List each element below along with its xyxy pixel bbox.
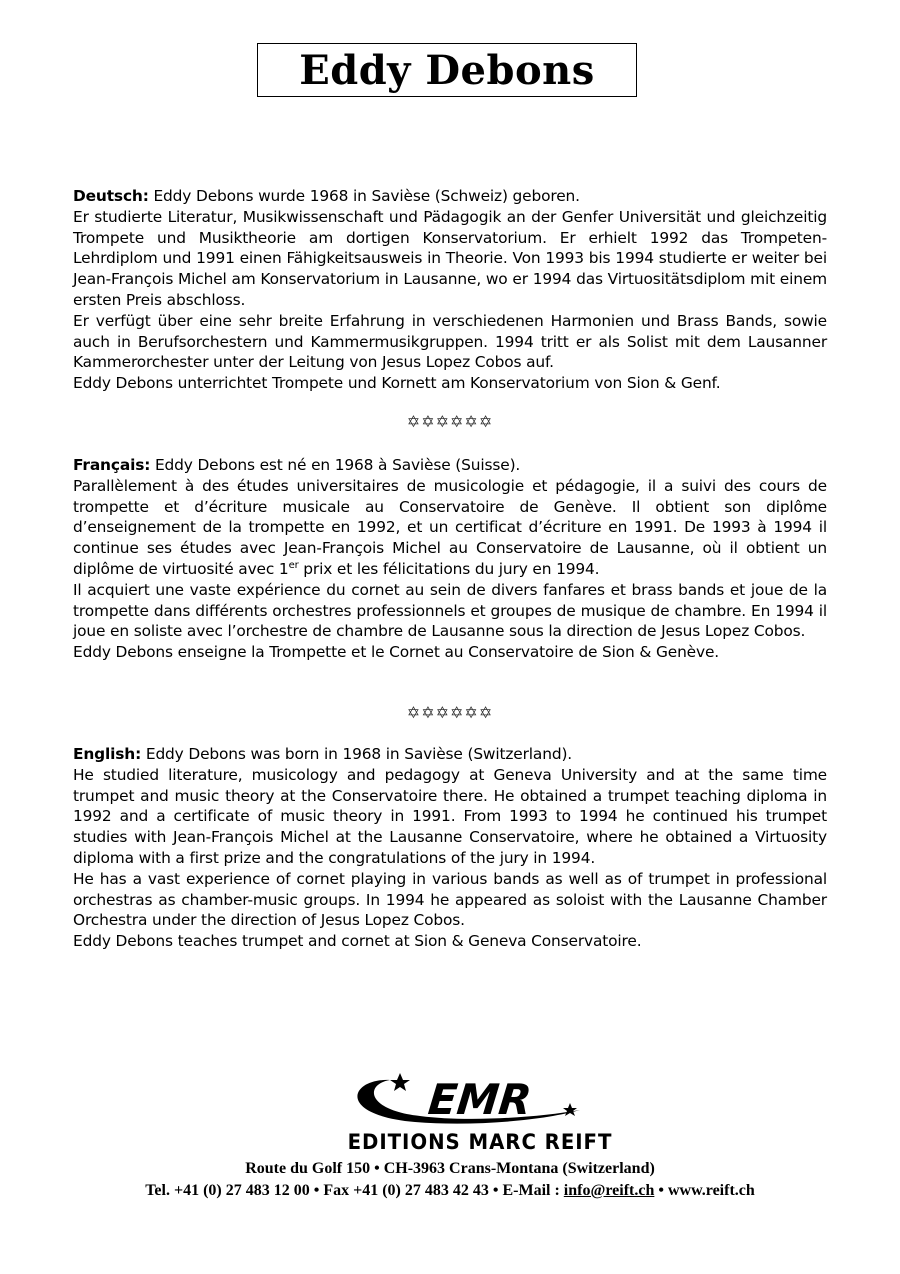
title-box [257, 43, 637, 97]
section-first-line [73, 186, 827, 207]
emr-logo [295, 1070, 665, 1130]
language-label: English: [73, 745, 142, 763]
paragraph: Er verfügt über eine sehr breite Erfahrung in verschiedenen Harmonien und Brass Bands, sowie auch in Berufsorchestern und Kammermusikgruppen. 1994 tritt er als Solist mit dem Lausanner Kammerorchester unter der Leitung von Jesus Lopez Cobos auf. [73, 311, 827, 372]
publisher-address: Route du Golf 150 • CH-3963 Crans-Montana (Switzerland) [245, 1160, 655, 1177]
section-english [73, 744, 827, 952]
star-separator: ✡✡✡✡✡✡ [406, 412, 494, 431]
section-deutsch [73, 186, 827, 394]
page-title: Eddy Debons [299, 46, 595, 94]
email-link[interactable]: info@reift.ch [563, 1182, 655, 1199]
publisher-name: EDITIONS MARC REIFT [347, 1130, 613, 1154]
intro-text: Eddy Debons est né en 1968 à Savièse (Suisse). [150, 456, 521, 474]
paragraph-text: prix et les félicitations du jury en 1994. [298, 559, 600, 578]
logo-star-left [390, 1073, 410, 1091]
section-first-line [73, 455, 827, 476]
paragraph: Il acquiert une vaste expérience du cornet au sein de divers fanfares et brass bands et joue de la trompette dans différents orchestres professionnels et groupes de musique de chambre. En 1994 il joue en soliste avec l’orchestre de chambre de Lausanne sous la direction de Jesus Lopez Cobos. [73, 580, 827, 641]
intro-text: Eddy Debons was born in 1968 in Savièse (Switzerland). [141, 745, 573, 763]
language-label: Français: [73, 456, 151, 474]
paragraph [73, 476, 827, 580]
section-francais [73, 455, 827, 663]
section-first-line [73, 744, 827, 765]
paragraph: Eddy Debons teaches trumpet and cornet at Sion & Geneva Conservatoire. [73, 932, 642, 951]
paragraph: He studied literature, musicology and pedagogy at Geneva University and at the same time trumpet and music theory at the Conservatoire there. He obtained a trumpet teaching diploma in 1992 and a certificate of music theory in 1991. From 1993 to 1994 he continued his trumpet studies with Jean-François Michel at the Lausanne Conservatoire, where he obtained a Virtuosity diploma with a first prize and the congratulations of the jury in 1994. [73, 765, 827, 867]
contact-website[interactable]: • www.reift.ch [654, 1182, 755, 1199]
paragraph: Er studierte Literatur, Musikwissenschaft und Pädagogik an der Genfer Universität und gleichzeitig Trompete und Musiktheorie am dortigen Konservatorium. Er erhielt 1992 das Trompeten-Lehrdiplom und 1991 einen Fähigkeitsausweis in Theorie. Von 1993 bis 1994 studierte er weiter bei Jean-François Michel am Konservatorium in Lausanne, wo er 1994 das Virtuositätsdiplom mit einem ersten Preis abschloss. [73, 207, 827, 309]
publisher-contact [0, 1182, 900, 1200]
paragraph: Eddy Debons unterrichtet Trompete und Kornett am Konservatorium von Sion & Genf. [73, 374, 721, 393]
paragraph: He has a vast experience of cornet playing in various bands as well as of trumpet in professional orchestras as chamber-music groups. In 1994 he appeared as soloist with the Lausanne Chamber Orchestra under the direction of Jesus Lopez Cobos. [73, 869, 827, 930]
logo-star-right [563, 1103, 577, 1116]
contact-phone-fax: Tel. +41 (0) 27 483 12 00 • Fax +41 (0) 27 483 42 43 • E-Mail : [145, 1182, 564, 1199]
star-separator: ✡✡✡✡✡✡ [406, 703, 494, 722]
paragraph-text: Parallèlement à des études universitaires de musicologie et pédagogie, il a suivi des cours de trompette et d’écriture musicale au Conservatoire de Genève. Il obtient son diplôme d’enseignement de la trompette en 1992, et un certificat d’écriture en 1991. De 1993 à 1994 il continue ses études avec Jean-François Michel au Conservatoire de Lausanne, où il obtient un diplôme de virtuosité avec 1 [73, 476, 827, 578]
superscript: er [288, 559, 299, 571]
language-label: Deutsch: [73, 187, 149, 205]
paragraph: Eddy Debons enseigne la Trompette et le Cornet au Conservatoire de Sion & Genève. [73, 643, 720, 662]
logo-wordmark: EMR [425, 1075, 534, 1124]
intro-text: Eddy Debons wurde 1968 in Savièse (Schweiz) geboren. [148, 187, 580, 205]
